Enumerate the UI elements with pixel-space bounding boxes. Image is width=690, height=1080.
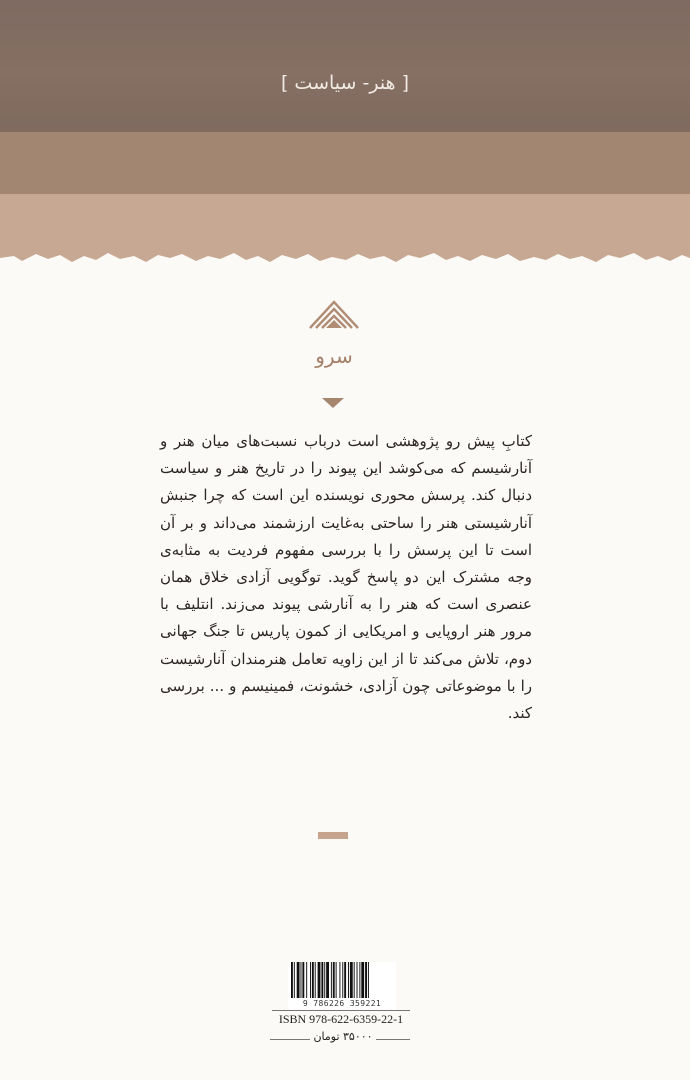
isbn-rule: [272, 1010, 410, 1011]
barcode-bar: [291, 962, 293, 998]
barcode-bar: [326, 962, 329, 998]
barcode-bar: [294, 962, 295, 998]
barcode-bar: [301, 962, 302, 998]
barcode-digits: 9 786226 359221: [302, 999, 382, 1008]
publisher-logo-text: سرو: [315, 344, 353, 368]
down-triangle-icon: [322, 398, 344, 408]
barcode-bar: [365, 962, 367, 998]
barcode-bar: [342, 962, 343, 998]
barcode-bar: [350, 962, 353, 998]
barcode: [290, 962, 394, 998]
blurb-text: کتابِ پیش رو پژوهشی است درباب نسبت‌های میان هنر و آنارشیسم که می‌کوشد این پیوند را در تاریخ هنر و سیاست دنبال کند. پرسش محوری نویسنده این است که چرا جنبش آنارشیستی هنر را ساحتی به‌غایت ارزشمند می‌داند و بر آن است تا این پرسش را با بررسی مفهوم فردیت به مثابه‌ی وجه مشترک این دو پاسخ گوید. توگویی آزادی خلاق همان عنصری است که هنر را به آنارشی پیوند می‌زند. انتلیف با مرور هنر اروپایی و امریکایی از کمون پاریس تا جنگ جهانی دوم، تلاش می‌کند تا از این زاویه تعامل هنرمندان آنارشیست را با موضوعاتی چون آزادی، خشونت، فمینیسم و ... بررسی کند.: [160, 432, 532, 723]
price-rule-left: [270, 1039, 310, 1040]
series-label-text: [ هنر- سیاست ]: [280, 72, 410, 94]
barcode-bar: [339, 962, 340, 998]
barcode-bar: [354, 962, 355, 998]
barcode-block: [288, 962, 396, 1010]
barcode-bar: [348, 962, 349, 998]
price-row: [270, 1030, 410, 1048]
middle-color-band: [0, 132, 690, 194]
barcode-bar: [321, 962, 323, 998]
barcode-bar: [312, 962, 314, 998]
top-color-band: [0, 0, 690, 132]
barcode-bar: [302, 962, 304, 998]
barcode-bar: [297, 962, 300, 998]
isbn-text: ISBN 978-622-6359-22-1: [278, 1012, 404, 1026]
barcode-bar: [306, 962, 307, 998]
barcode-bar: [324, 962, 325, 998]
barcode-bar: [315, 962, 316, 998]
barcode-bar: [318, 962, 321, 998]
series-label: [0, 72, 690, 94]
barcode-bar: [331, 962, 332, 998]
barcode-bar: [333, 962, 335, 998]
barcode-bar: [310, 962, 311, 998]
price-text: ۳۵۰۰۰ تومان: [313, 1030, 373, 1043]
price-rule-right: [376, 1039, 410, 1040]
barcode-bar: [344, 962, 346, 998]
barcode-bar: [368, 962, 369, 998]
divider-bar: [318, 832, 348, 839]
barcode-bar: [336, 962, 337, 998]
barcode-bar: [357, 962, 358, 998]
barcode-bar: [359, 962, 360, 998]
barcode-bar: [361, 962, 364, 998]
torn-paper-edge: [0, 244, 690, 274]
